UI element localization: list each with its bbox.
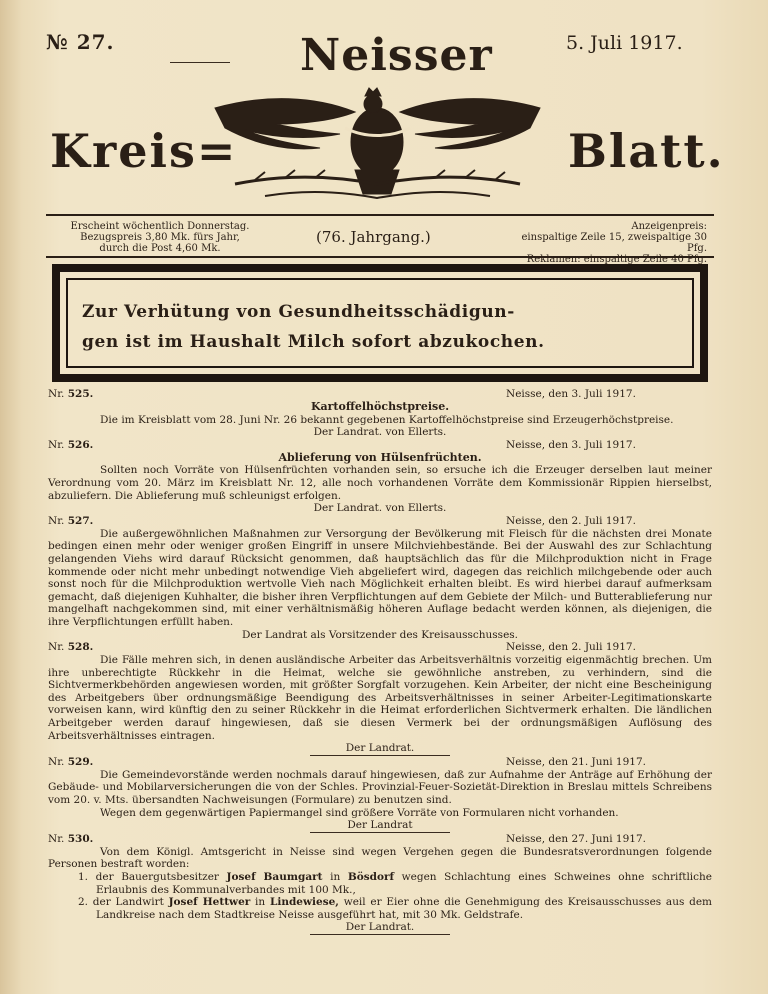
article-527 bbox=[48, 515, 712, 641]
article-paragraph: Wegen dem gegenwärtigen Papiermangel sind größere Vorräte von Formularen nicht vorhanden. bbox=[100, 806, 619, 819]
article-date: Neisse, den 21. Juni 1917. bbox=[506, 755, 646, 768]
article-paragraph: Von dem Königl. Amtsgericht in Neisse sind wegen Vergehen gegen die Bundesratsverordnungen folgende Personen bestraft worden: bbox=[48, 845, 712, 871]
issue-date: 5. Juli 1917. bbox=[566, 32, 683, 54]
eagle-emblem-icon bbox=[205, 84, 550, 212]
article-date: Neisse, den 3. Juli 1917. bbox=[506, 438, 636, 451]
article-530 bbox=[48, 833, 712, 935]
article-526 bbox=[48, 439, 712, 515]
issue-rule bbox=[170, 62, 230, 63]
article-title: Ablieferung von Hülsenfrüchten. bbox=[278, 450, 482, 464]
article-signature: Der Landrat bbox=[310, 819, 450, 833]
article-number: Nr. 528. bbox=[48, 641, 94, 654]
article-528 bbox=[48, 641, 712, 756]
article-date: Neisse, den 3. Juli 1917. bbox=[506, 388, 636, 400]
list-item: 1. der Bauergutsbesitzer Josef Baumgart in Bösdorf wegen Schlachtung eines Schweines ohne schriftliche Erlaubnis des Kommunalverbandes mit 100 Mk., bbox=[78, 871, 713, 896]
subscription-info: Erscheint wöchentlich Donnerstag. Bezugspreis 3,80 Mk. fürs Jahr, durch die Post 4,60 Mk. bbox=[70, 221, 250, 254]
info-band bbox=[46, 214, 714, 265]
article-date: Neisse, den 2. Juli 1917. bbox=[506, 514, 636, 527]
article-paragraph: Die Fälle mehren sich, in denen ausländische Arbeiter das Arbeitsverhältnis vorzeitig eigenmächtig brechen. Um ihre unberechtigte Rückkehr in die Heimat, welche sie gewöhnliche anstreben, zu verhindern, sind die Sichtvermerkbehörden angewiesen worden, mit größter Sorgfalt vorzugehen. Kein Arbeiter, der nicht eine Bescheinigung des Arbeitgebers über ordnungsmäßige Beendigung des Arbeitsverhältnisses in seiner Arbeiter-Legitimationskarte vorweisen kann, wird künftig den zu seiner Rückkehr in die Heimat erforderlichen Sichtvermerk erhalten. Die ländlichen Arbeitgeber werden darauf hingewiesen, daß sie diesen Vermerk bei der ordnungsmäßigen Auflösung des Arbeitsverhältnisses eintragen. bbox=[48, 654, 712, 742]
articles bbox=[48, 388, 712, 935]
article-number: Nr. 526. bbox=[48, 438, 94, 451]
article-signature: Der Landrat. bbox=[310, 742, 450, 756]
article-title: Kartoffelhöchstpreise. bbox=[310, 400, 450, 413]
article-number: Nr. 530. bbox=[48, 832, 94, 845]
list-item: 2. der Landwirt Josef Hettwer in Lindewiese, weil er Eier ohne die Genehmigung des Kreisausschusses aus dem Landkreise nach dem Stadtkreise Neisse ausgeführt hat, mit 30 Mk. Geldstrafe. bbox=[78, 896, 712, 921]
masthead-left-word: Kreis= bbox=[50, 124, 238, 178]
masthead-right-word: Blatt. bbox=[568, 124, 725, 178]
issue-number: № 27. bbox=[46, 30, 115, 54]
article-paragraph: Die im Kreisblatt vom 28. Juni Nr. 26 bekannt gegebenen Kartoffelhöchstpreise sind Erzeugerhöchstpreise. bbox=[100, 413, 674, 426]
article-number: Nr. 529. bbox=[48, 755, 94, 768]
article-signature: Der Landrat. von Ellerts. bbox=[313, 426, 447, 439]
article-date: Neisse, den 2. Juli 1917. bbox=[506, 641, 636, 654]
notice-line: Zur Verhütung von Gesundheitsschädigun- bbox=[82, 302, 515, 322]
article-529 bbox=[48, 756, 712, 833]
article-525 bbox=[48, 388, 712, 439]
masthead-title: Neisser bbox=[300, 30, 493, 81]
article-paragraph: Sollten noch Vorräte von Hülsenfrüchten vorhanden sein, so ersuche ich die Erzeuger derselben laut meiner Verordnung vom 20. März im Kreisblatt Nr. 12, alle noch vorhandenen Vorräte dem Kommissionär Rippien hierselbst, abzuliefern. Die Ablieferung muß schleunigst erfolgen. bbox=[48, 464, 712, 502]
article-number: Nr. 525. bbox=[48, 388, 94, 400]
article-paragraph: Die außergewöhnlichen Maßnahmen zur Versorgung der Bevölkerung mit Fleisch für die nächsten drei Monate bedingen einen mehr oder weniger großen Eingriff in unsere Milchviehbestände. Bei der Auswahl des zur Schlachtung gelangenden Viehs wird darauf Rücksicht genommen, daß hauptsächlich das für die Milchproduktion nicht in Frage kommende oder nicht mehr unbedingt notwendige Vieh abgeliefert wird, dagegen das reichlich milchgebende oder auch sonst noch für die Milchproduktion wertvolle Vieh nach Möglichkeit erhalten bleibt. Es wird hierbei darauf aufmerksam gemacht, daß diejenigen Kuhhalter, die bisher ihren Verpflichtungen auf dem Gebiete der Milch- und Butterablieferung nur mangelhaft nachgekommen sind, mit einer verhältnismäßig höheren Auflage bedacht werden können, als diejenigen, die ihre Verpflichtungen erfüllt haben. bbox=[48, 527, 712, 628]
article-date: Neisse, den 27. Juni 1917. bbox=[506, 832, 646, 845]
article-number: Nr. 527. bbox=[48, 514, 94, 527]
advert-prices: Anzeigenpreis: einspaltige Zeile 15, zweispaltige 30 Pfg. Reklamen: einspaltige Zeile 40 Pfg. bbox=[521, 221, 707, 265]
notice-line: gen ist im Haushalt Milch sofort abzukochen. bbox=[82, 332, 545, 352]
boxed-notice bbox=[52, 264, 708, 382]
article-paragraph: Die Gemeindevorstände werden nochmals darauf hingewiesen, daß zur Aufnahme der Anträge auf Erhöhung der Gebäude- und Mobilarversicherungen die von der Schles. Provinzial-Feuer-Sozietät-Direktion in Breslau mittels Schreibens vom 20. v. Mts. übersandten Nachweisungen (Formulare) zu benutzen sind. bbox=[48, 768, 712, 807]
volume-label: (76. Jahrgang.) bbox=[316, 228, 431, 246]
article-signature: Der Landrat als Vorsitzender des Kreisausschusses. bbox=[241, 628, 519, 641]
article-signature: Der Landrat. von Ellerts. bbox=[313, 502, 447, 515]
article-signature: Der Landrat. bbox=[310, 921, 450, 935]
